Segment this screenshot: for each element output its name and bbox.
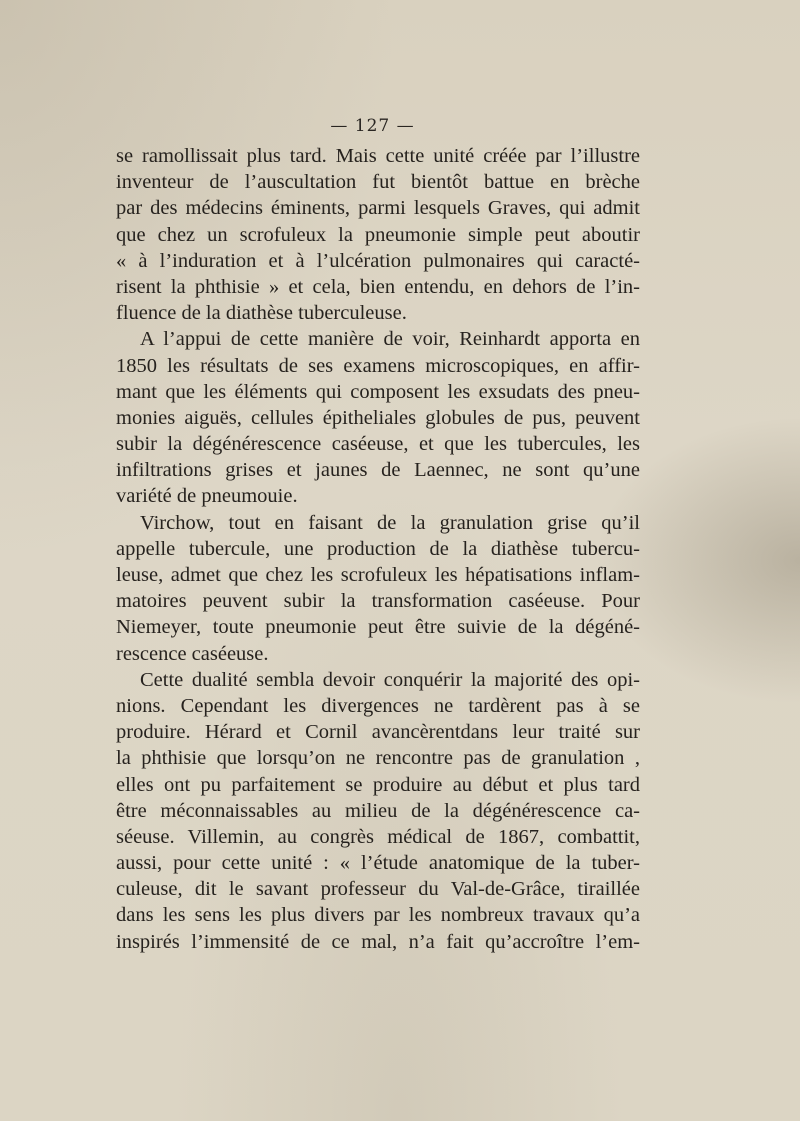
text-line: elles ont pu parfaitement se produire au début et plus tard <box>116 773 640 796</box>
text-line: Cette dualité sembla devoir conquérir la majorité des opi- <box>140 668 640 691</box>
text-line: 1850 les résultats de ses examens microscopiques, en affir- <box>116 354 640 377</box>
paragraph-3 <box>116 510 640 667</box>
text-line: Niemeyer, toute pneumonie peut être suivie de la dégéné- <box>116 616 640 639</box>
text-line: culeuse, dit le savant professeur du Val-de-Grâce, tiraillée <box>116 878 640 901</box>
text-line: infiltrations grises et jaunes de Laennec, ne sont qu’une <box>116 459 640 482</box>
text-line: se ramollissait plus tard. Mais cette unité créée par l’illustre <box>116 145 640 167</box>
text-line: séeuse. Villemin, au congrès médical de 1867, combattit, <box>116 825 640 848</box>
text-line: aussi, pour cette unité : « l’étude anatomique de la tuber- <box>116 852 640 875</box>
text-line: appelle tubercule, une production de la diathèse tubercu- <box>116 537 640 560</box>
text-line: que chez un scrofuleux la pneumonie simple peut aboutir <box>116 223 640 246</box>
text-line: « à l’induration et à l’ulcération pulmonaires qui caracté- <box>116 249 640 272</box>
text-line: par des médecins éminents, parmi lesquels Graves, qui admit <box>116 197 640 220</box>
text-line: inspirés l’immensité de ce mal, n’a fait qu’accroître l’em- <box>116 930 640 953</box>
text-line: risent la phthisie » et cela, bien entendu, en dehors de l’in- <box>116 275 640 298</box>
text-line: être méconnaissables au milieu de la dégénérescence ca- <box>116 799 640 822</box>
text-line: produire. Hérard et Cornil avancèrentdans leur traité sur <box>116 721 640 744</box>
body-text <box>116 143 640 955</box>
text-line: inventeur de l’auscultation fut bientôt battue en brèche <box>116 171 640 194</box>
text-line: mant que les éléments qui composent les exsudats des pneu- <box>116 380 640 403</box>
text-line: leuse, admet que chez les scrofuleux les hépatisations inflam- <box>116 564 640 586</box>
page-number: — 127 — <box>330 116 415 136</box>
text-line: nions. Cependant les divergences ne tardèrent pas à se <box>116 694 640 717</box>
text-line: matoires peuvent subir la transformation caséeuse. Pour <box>116 590 640 613</box>
paragraph-2 <box>116 326 640 509</box>
text-line: Virchow, tout en faisant de la granulation grise qu’il <box>140 511 640 534</box>
text-line: variété de pneumouie. <box>116 485 298 508</box>
text-line: la phthisie que lorsqu’on ne rencontre pas de granulation , <box>116 747 640 770</box>
text-line: monies aiguës, cellules épitheliales globules de pus, peuvent <box>116 406 640 429</box>
paragraph-1 <box>116 143 640 326</box>
paragraph-4 <box>116 667 640 955</box>
text-line: subir la dégénérescence caséeuse, et que les tubercules, les <box>116 433 640 456</box>
text-line: A l’appui de cette manière de voir, Reinhardt apporta en <box>140 328 640 351</box>
text-line: dans les sens les plus divers par les nombreux travaux qu’a <box>116 904 640 927</box>
text-line: fluence de la diathèse tuberculeuse. <box>116 302 407 325</box>
text-line: rescence caséeuse. <box>116 642 269 665</box>
